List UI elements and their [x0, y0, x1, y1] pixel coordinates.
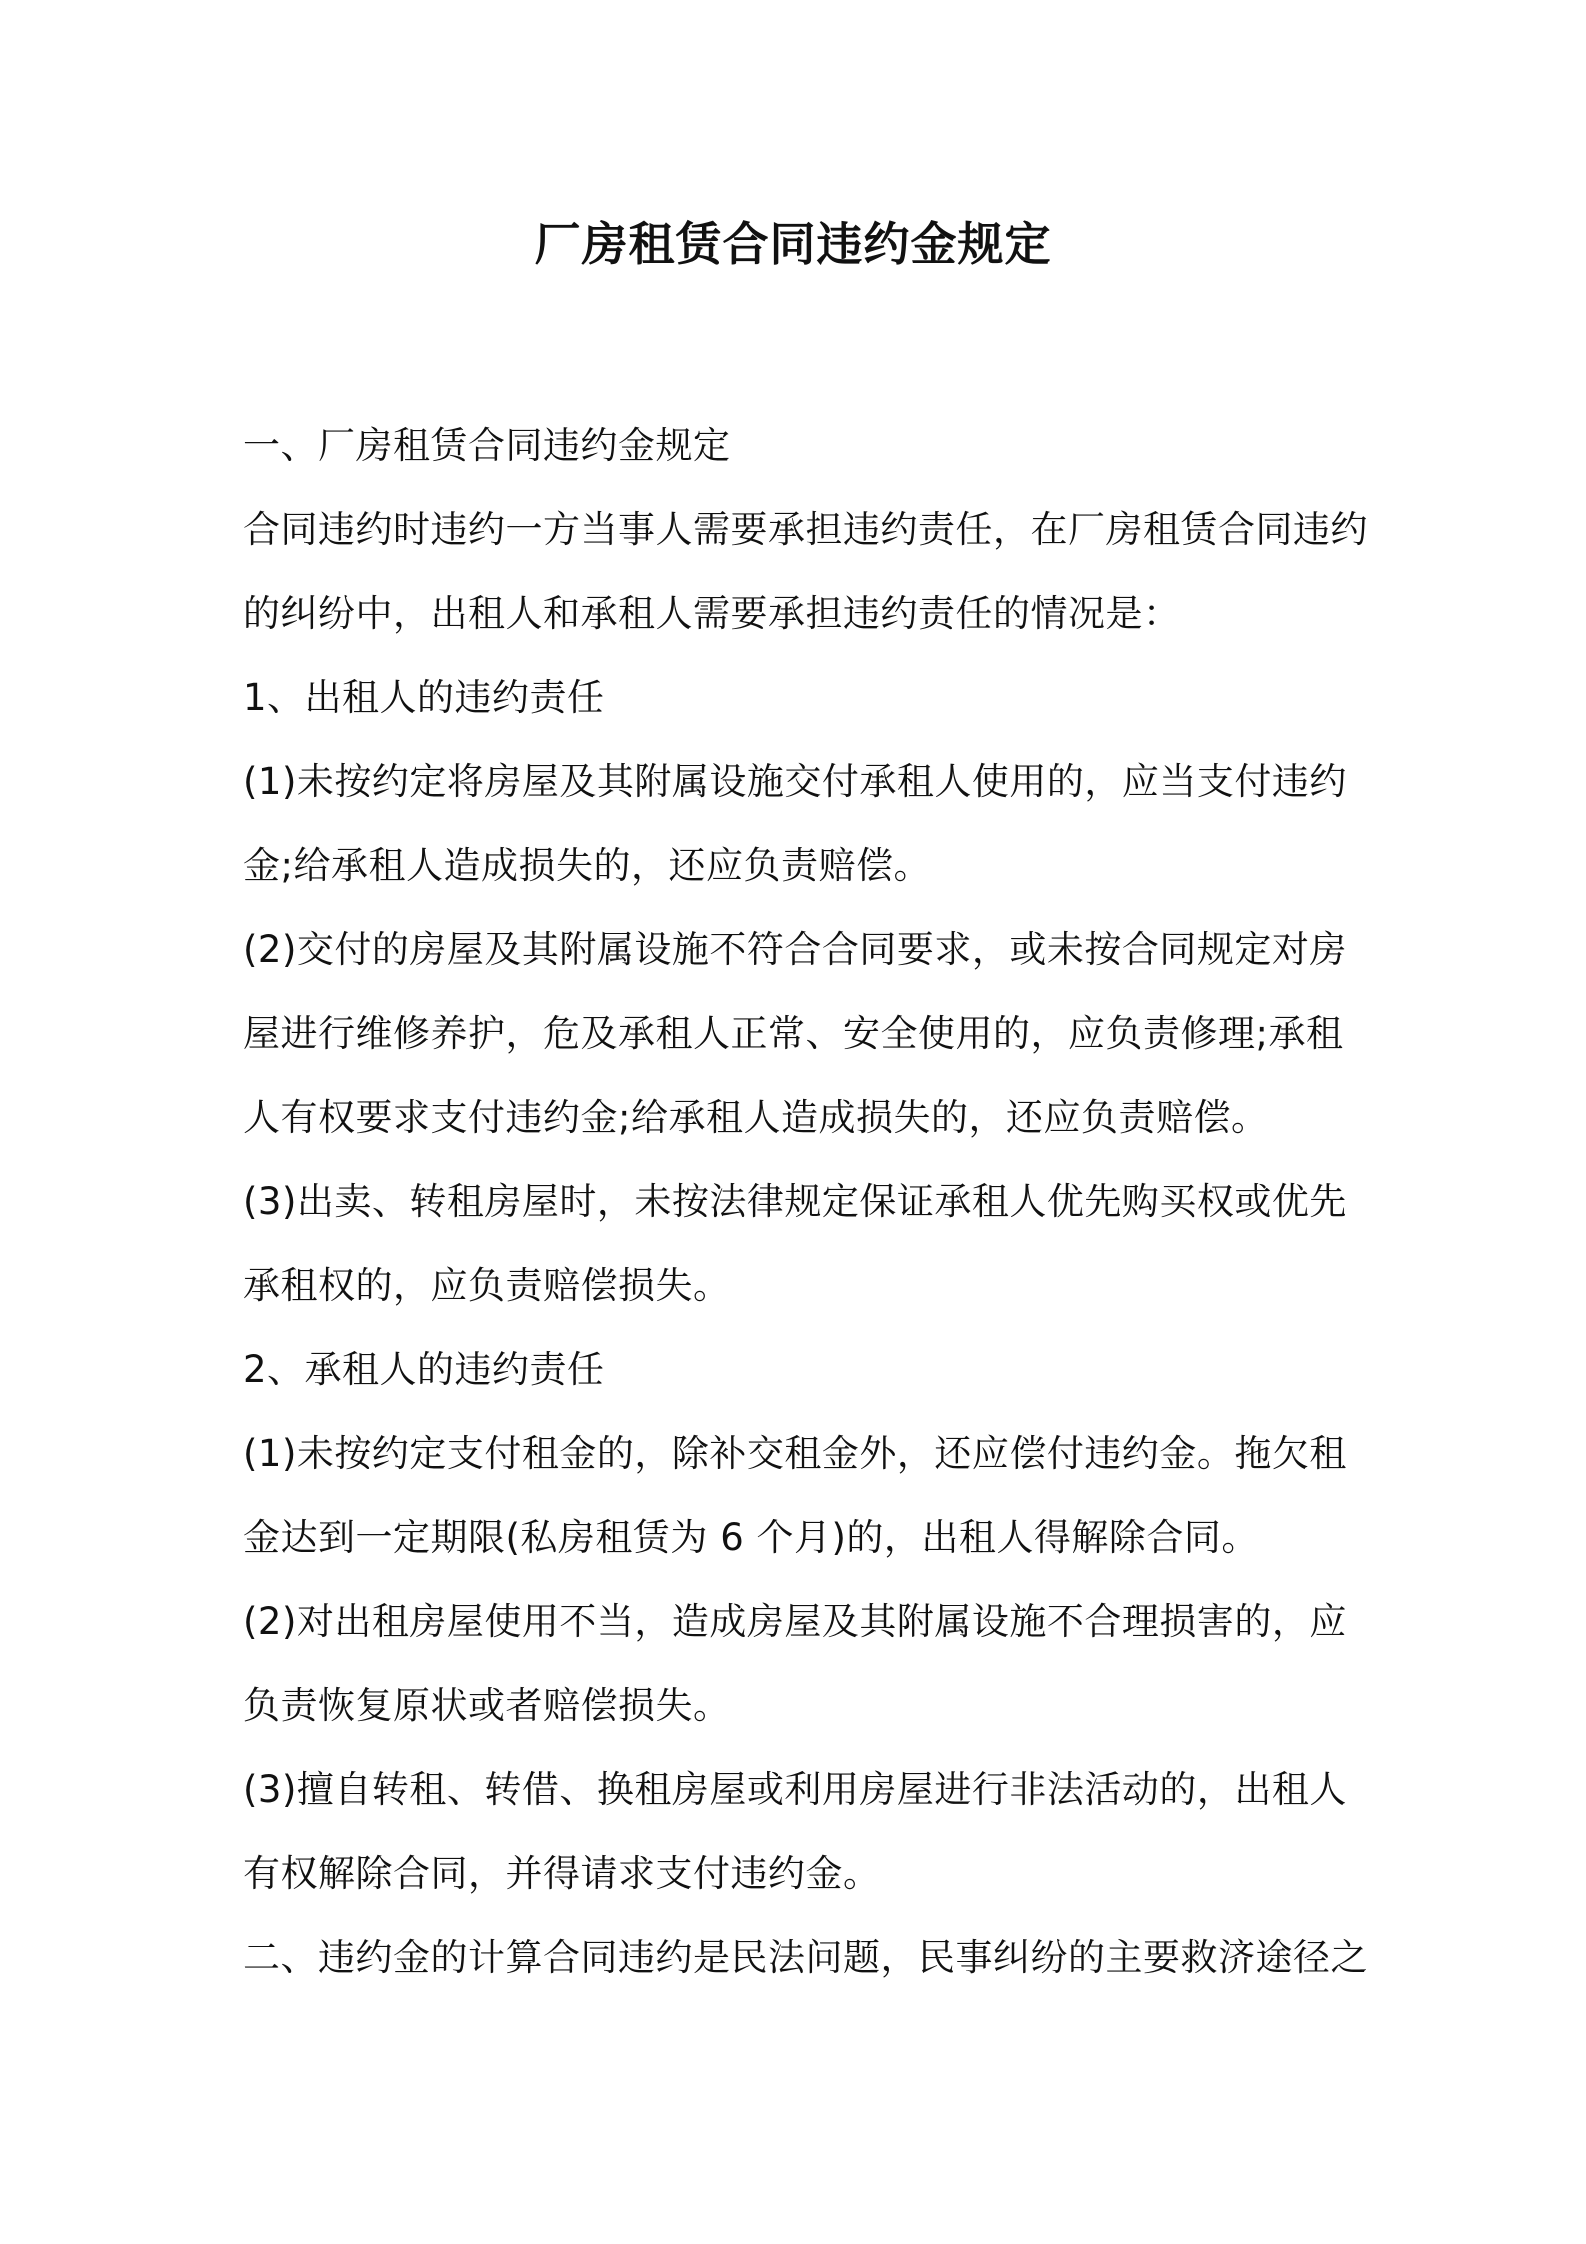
paragraph-line: (1)未按约定将房屋及其附属设施交付承租人使用的，应当支付违约 — [243, 760, 1347, 803]
paragraph-line: 屋进行维修养护，危及承租人正常、安全使用的，应负责修理;承租 — [243, 1012, 1344, 1055]
paragraph-line: 的纠纷中，出租人和承租人需要承担违约责任的情况是： — [243, 592, 1181, 635]
paragraph-line: 负责恢复原状或者赔偿损失。 — [243, 1684, 731, 1727]
paragraph-line: 人有权要求支付违约金;给承租人造成损失的，还应负责赔偿。 — [243, 1096, 1269, 1139]
paragraph-line: 合同违约时违约一方当事人需要承担违约责任，在厂房租赁合同违约 — [243, 508, 1368, 551]
section-heading-1: 一、厂房租赁合同违约金规定 — [243, 424, 731, 467]
paragraph-line: 承租权的，应负责赔偿损失。 — [243, 1264, 731, 1307]
paragraph-line: 金;给承租人造成损失的，还应负责赔偿。 — [243, 844, 931, 887]
paragraph-line: (1)未按约定支付租金的，除补交租金外，还应偿付违约金。拖欠租 — [243, 1432, 1347, 1475]
paragraph-line: (2)对出租房屋使用不当，造成房屋及其附属设施不合理损害的，应 — [243, 1600, 1347, 1643]
paragraph-line: 金达到一定期限(私房租赁为 6 个月)的，出租人得解除合同。 — [243, 1516, 1259, 1559]
document-body — [243, 404, 1368, 2000]
section-heading-2: 二、违约金的计算合同违约是民法问题，民事纠纷的主要救济途径之 — [243, 1936, 1368, 1979]
paragraph-line: 有权解除合同，并得请求支付违约金。 — [243, 1852, 881, 1895]
subsection-heading-tenant: 2、承租人的违约责任 — [243, 1348, 605, 1391]
paragraph-line: (3)擅自转租、转借、换租房屋或利用房屋进行非法活动的，出租人 — [243, 1768, 1347, 1811]
paragraph-line: (2)交付的房屋及其附属设施不符合合同要求，或未按合同规定对房 — [243, 928, 1347, 971]
subsection-heading-landlord: 1、出租人的违约责任 — [243, 676, 605, 719]
document-title: 厂房租赁合同违约金规定 — [534, 217, 1052, 271]
paragraph-line: (3)出卖、转租房屋时，未按法律规定保证承租人优先购买权或优先 — [243, 1180, 1347, 1223]
